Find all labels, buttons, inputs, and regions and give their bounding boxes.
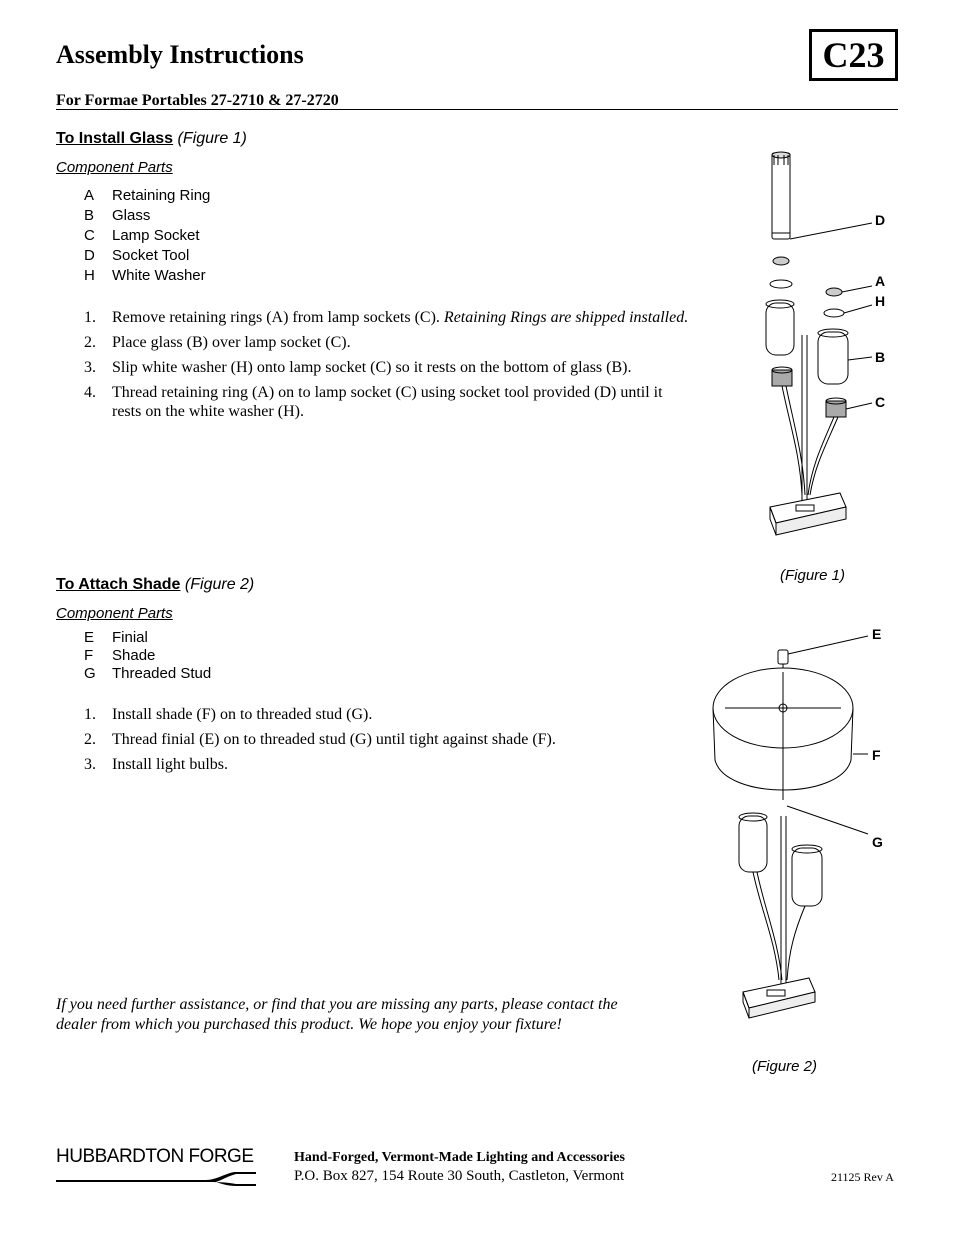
step-item: 1. Remove retaining rings (A) from lamp sockets (C). Retaining Rings are shipped installed. (84, 309, 689, 326)
step-item: 1. Install shade (F) on to threaded stud (G). (84, 706, 373, 723)
step-item: 2. Thread finial (E) on to threaded stud (G) until tight against shade (F). (84, 731, 556, 748)
document-code: C23 (809, 29, 898, 81)
section2-parts-list (84, 629, 211, 683)
step-item: 2. Place glass (B) over lamp socket (C). (84, 334, 351, 351)
callout-h: H (875, 293, 886, 309)
part-item: H White Washer (84, 267, 206, 284)
callout-c: C (875, 394, 886, 410)
section2-steps (84, 705, 694, 780)
section2-heading (56, 576, 254, 594)
logo-wordmark: HUBBARDTON FORGE (56, 1146, 254, 1167)
hubbardton-forge-logo (56, 1146, 266, 1188)
footer-address: P.O. Box 827, 154 Route 30 South, Castleton, Vermont (294, 1168, 625, 1184)
part-item: C Lamp Socket (84, 227, 200, 244)
figure2-illustration (705, 620, 895, 1030)
callout-f: F (872, 747, 881, 763)
section1-heading (56, 130, 247, 148)
section1-parts-list (84, 187, 210, 287)
revision-number: 21125 Rev A (831, 1170, 894, 1184)
part-item: F Shade (84, 647, 156, 664)
page-subtitle: For Formae Portables 27-2710 & 27-2720 (56, 92, 339, 109)
callout-d: D (875, 212, 886, 228)
callout-a: A (875, 273, 886, 289)
figure1-illustration (730, 145, 890, 550)
step-item: 4. Thread retaining ring (A) on to lamp socket (C) using socket tool provided (D) until it rests on the white washer (H). (84, 384, 663, 420)
part-item: G Threaded Stud (84, 665, 212, 682)
figure1-caption: (Figure 1) (780, 567, 846, 584)
callout-e: E (872, 626, 882, 642)
section1-title: To Install Glass (56, 130, 174, 147)
part-item: D Socket Tool (84, 247, 190, 264)
section1-steps (84, 308, 694, 427)
part-item: E Finial (84, 629, 148, 646)
step-item: 3. Install light bulbs. (84, 756, 228, 773)
step-item: 3. Slip white washer (H) onto lamp socket (C) so it rests on the bottom of glass (B). (84, 359, 632, 376)
closing-note: If you need further assistance, or find that you are missing any parts, please contact the dealer from which you purchased this product. We hope you enjoy your fixture! (56, 996, 618, 1033)
figure2-caption: (Figure 2) (752, 1058, 818, 1075)
section1-figure-ref: (Figure 1) (177, 130, 247, 147)
callout-b: B (875, 349, 886, 365)
part-item: B Glass (84, 207, 151, 224)
header-rule (56, 109, 898, 110)
part-item: A Retaining Ring (84, 187, 211, 204)
page-title: Assembly Instructions (56, 40, 304, 69)
section2-component-heading: Component Parts (56, 605, 173, 622)
section1-component-heading: Component Parts (56, 159, 173, 176)
section2-title: To Attach Shade (56, 576, 181, 593)
footer-tagline: Hand-Forged, Vermont-Made Lighting and Accessories (294, 1150, 625, 1165)
callout-g: G (872, 834, 883, 850)
logo-tongs-icon (56, 1170, 261, 1186)
section2-figure-ref: (Figure 2) (184, 576, 255, 593)
